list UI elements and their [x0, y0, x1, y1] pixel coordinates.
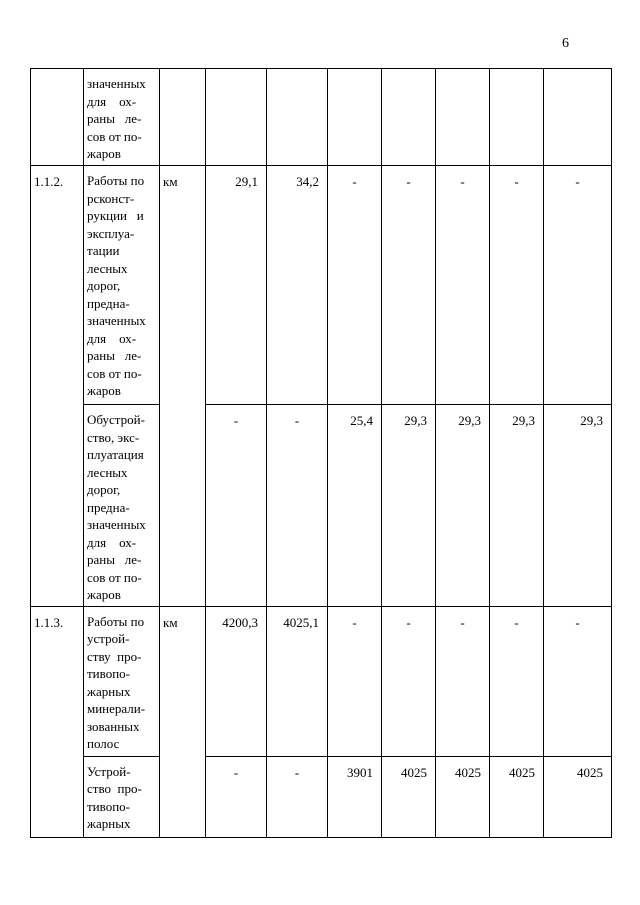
value-cell: - — [436, 606, 490, 756]
description-line: жаров — [87, 146, 121, 161]
description-line: раны ле- — [87, 111, 142, 126]
measure-description-cell — [84, 166, 160, 405]
description-line: ство, экс- — [87, 429, 140, 445]
description-line: полос — [87, 736, 120, 751]
value-cell: - — [490, 166, 544, 405]
value-cell: - — [206, 756, 267, 837]
value-cell: 4025,1 — [267, 606, 328, 756]
description-line: сов от по- — [87, 365, 142, 381]
description-line: ство про- — [87, 781, 142, 796]
value-cell: - — [544, 606, 612, 756]
value-cell: 29,3 — [490, 405, 544, 607]
measure-description-cell — [84, 69, 160, 166]
table-row — [31, 405, 612, 607]
value-cell: - — [328, 606, 382, 756]
value-cell: - — [436, 166, 490, 405]
description-line: тивопо- — [87, 666, 130, 681]
description-line: жаров — [87, 587, 121, 602]
description-line: Обустрой- — [87, 412, 145, 427]
value-cell: 4200,3 — [206, 606, 267, 756]
value-cell: 29,3 — [382, 405, 436, 607]
description-line: дорог, — [87, 482, 121, 497]
description-line: сов от по- — [87, 128, 142, 144]
value-cell: - — [328, 166, 382, 405]
item-number-cell — [31, 69, 84, 166]
description-line: дорог, — [87, 278, 121, 293]
description-line: раны ле- — [87, 552, 142, 567]
value-cell: 4025 — [382, 756, 436, 837]
item-number-cell: 1.1.2. — [31, 166, 84, 607]
value-cell: - — [206, 405, 267, 607]
description-line: ству про- — [87, 648, 142, 664]
description-line: рукции и — [87, 208, 144, 223]
description-line: Работы по — [87, 173, 145, 188]
description-line: тации — [87, 243, 120, 258]
description-line: значенных — [87, 517, 146, 532]
value-cell: 4025 — [544, 756, 612, 837]
description-line: рсконст- — [87, 190, 135, 206]
unit-cell — [160, 69, 206, 166]
table-row — [31, 166, 612, 405]
measure-description-cell — [84, 606, 160, 756]
value-cell — [206, 69, 267, 166]
measure-description-cell — [84, 756, 160, 837]
value-cell: 29,3 — [544, 405, 612, 607]
value-cell: 3901 — [328, 756, 382, 837]
description-line: лесных — [87, 464, 128, 480]
description-line: раны ле- — [87, 348, 142, 363]
table-body — [31, 69, 612, 838]
description-line: устрой- — [87, 631, 130, 646]
table-row — [31, 69, 612, 166]
description-line: для ох- — [87, 534, 137, 550]
value-cell: - — [267, 405, 328, 607]
value-cell: - — [267, 756, 328, 837]
description-line: зованных — [87, 718, 140, 734]
value-cell: - — [382, 166, 436, 405]
item-number-cell: 1.1.3. — [31, 606, 84, 837]
value-cell: 4025 — [436, 756, 490, 837]
value-cell: 4025 — [490, 756, 544, 837]
description-line: жаров — [87, 383, 121, 398]
value-cell: - — [382, 606, 436, 756]
description-line: эксплуа- — [87, 225, 135, 241]
description-line: Работы по — [87, 613, 145, 629]
value-cell — [436, 69, 490, 166]
measure-description-cell — [84, 405, 160, 607]
unit-cell: км — [160, 606, 206, 837]
value-cell: - — [544, 166, 612, 405]
value-cell: 29,1 — [206, 166, 267, 405]
description-line: предна- — [87, 499, 130, 515]
value-cell: 25,4 — [328, 405, 382, 607]
value-cell: - — [490, 606, 544, 756]
description-line: жарных — [87, 683, 131, 699]
description-line: Устрой- — [87, 763, 131, 779]
description-line: для ох- — [87, 330, 137, 346]
unit-cell: км — [160, 166, 206, 607]
table-row — [31, 756, 612, 837]
page-number: 6 — [562, 36, 569, 51]
description-line: для ох- — [87, 93, 137, 109]
forest-fire-measures-table — [30, 68, 612, 838]
description-line: плуатация — [87, 447, 144, 462]
description-line: сов от по- — [87, 569, 142, 585]
description-line: жарных — [87, 816, 131, 831]
value-cell: 29,3 — [436, 405, 490, 607]
description-line: значенных — [87, 76, 146, 91]
value-cell: 34,2 — [267, 166, 328, 405]
value-cell — [328, 69, 382, 166]
value-cell — [267, 69, 328, 166]
value-cell — [382, 69, 436, 166]
description-line: значенных — [87, 313, 146, 328]
description-line: лесных — [87, 260, 128, 276]
description-line: минерали- — [87, 701, 146, 716]
description-line: тивопо- — [87, 798, 130, 814]
description-line: предна- — [87, 295, 130, 311]
value-cell — [490, 69, 544, 166]
value-cell — [544, 69, 612, 166]
table-row — [31, 606, 612, 756]
